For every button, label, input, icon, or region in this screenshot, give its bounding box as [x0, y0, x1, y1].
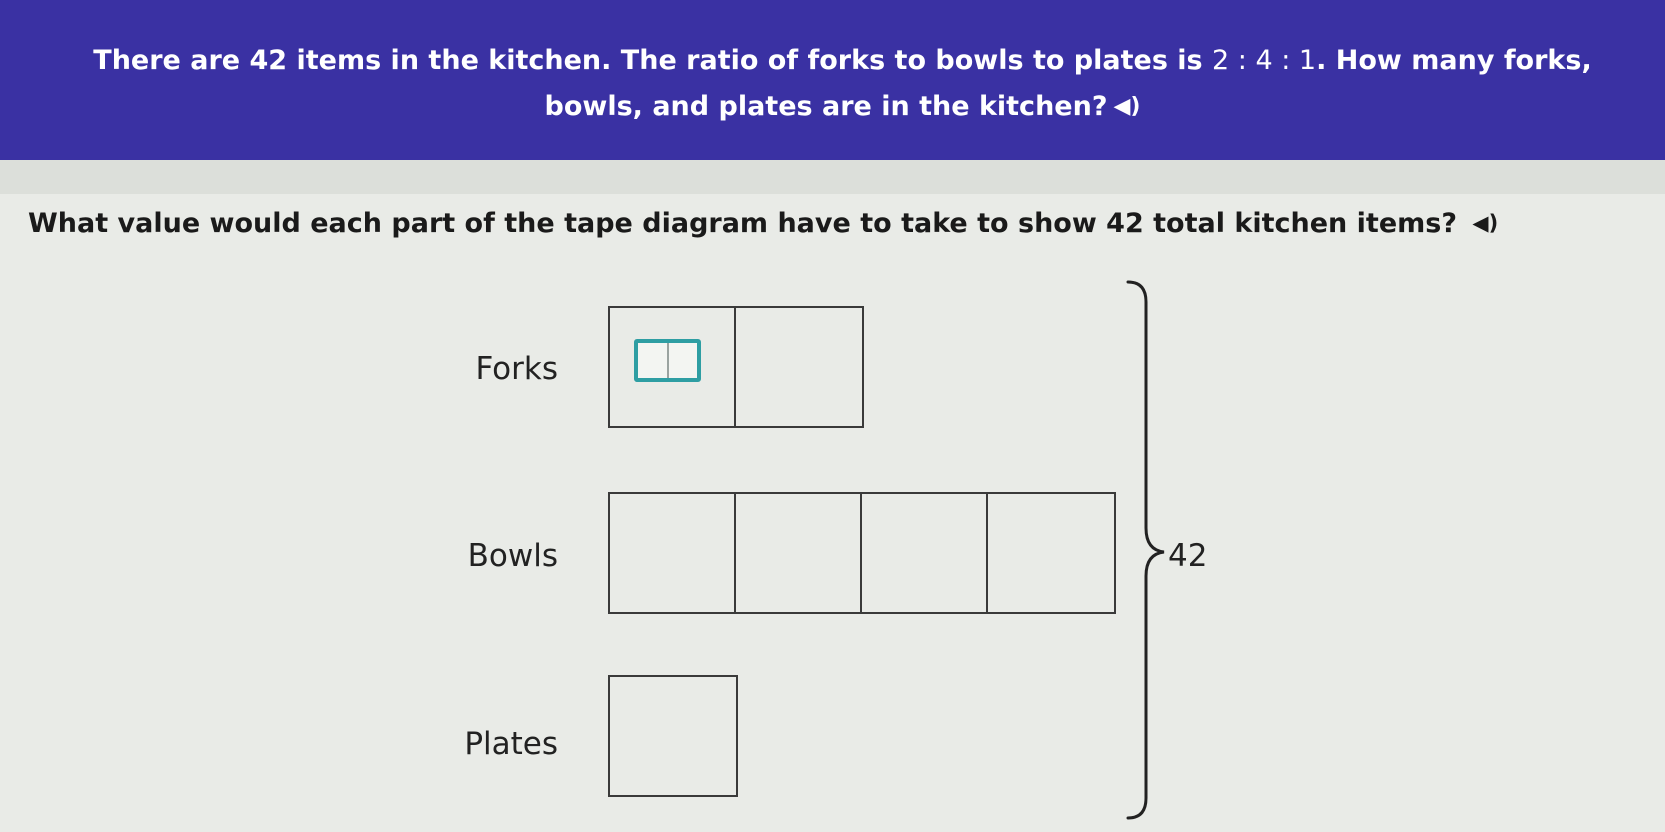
forks-part-2 [736, 308, 862, 426]
forks-part-1 [610, 308, 736, 426]
bowls-part-1 [610, 494, 736, 612]
bowls-tape [608, 492, 1116, 614]
bowls-part-4 [988, 494, 1114, 612]
divider-band [0, 160, 1665, 194]
total-label: 42 [1168, 538, 1208, 574]
bowls-label: Bowls [467, 538, 558, 574]
plates-label: Plates [464, 726, 558, 762]
ratio-value: 2 : 4 : 1 [1212, 45, 1317, 76]
bowls-part-2 [736, 494, 862, 612]
question-part2: . How many forks, bowls, and plates are in the kitchen? [544, 45, 1592, 122]
prompt-label: What value would each part of the tape diagram have to take to show 42 total kitchen items? [28, 208, 1458, 239]
question-part1: There are 42 items in the kitchen. The ratio of forks to bowls to plates is [93, 45, 1203, 76]
part-value-input[interactable] [634, 339, 701, 382]
bowls-part-3 [862, 494, 988, 612]
forks-label: Forks [475, 351, 558, 387]
question-banner [0, 0, 1665, 160]
question-text [40, 38, 1645, 130]
speaker-icon[interactable]: ◀) [1472, 211, 1499, 235]
plates-part-1 [610, 677, 736, 795]
plates-tape [608, 675, 738, 797]
total-brace [1120, 280, 1170, 820]
prompt-text [28, 208, 1498, 239]
speaker-icon[interactable]: ◀) [1113, 94, 1141, 119]
forks-tape [608, 306, 864, 428]
